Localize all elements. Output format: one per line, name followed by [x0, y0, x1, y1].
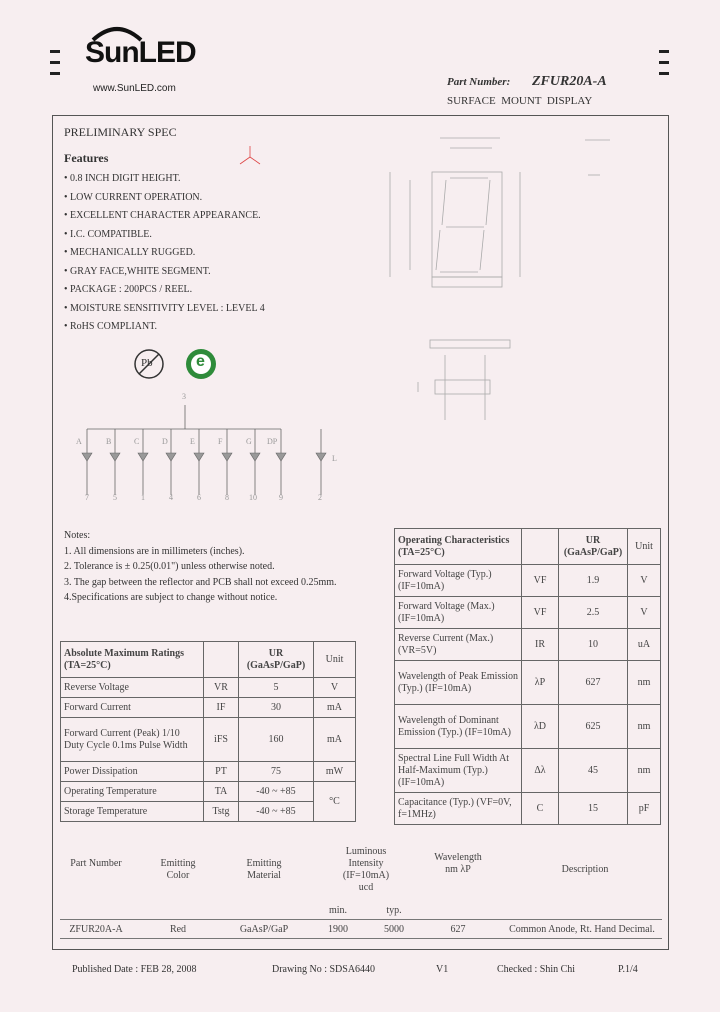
header-wavelength: Wavelength nm λP	[434, 852, 482, 875]
abs-ratings-table	[60, 641, 356, 822]
table-row: Wavelength of Dominant Emission (Typ.) (IF=10mA) λD 625 nm	[395, 705, 661, 749]
header-luminous-intensity: Luminous Intensity (IF=10mA) ucd	[342, 846, 390, 893]
pin-label: 1	[141, 493, 145, 502]
part-number: ZFUR20A-A	[532, 74, 607, 89]
note-item: 3. The gap between the reflector and PCB shall not exceed 0.25mm.	[64, 576, 337, 588]
note-item: 1. All dimensions are in millimeters (inches).	[64, 545, 245, 557]
features-heading: Features	[64, 151, 109, 165]
common-pin-label: 3	[182, 392, 186, 401]
table-header-row	[395, 529, 661, 565]
feature-item: • GRAY FACE,WHITE SEGMENT.	[64, 265, 211, 277]
left-bar-3	[50, 72, 60, 75]
table-row: Capacitance (Typ.) (VF=0V, f=1MHz) C 15 pF	[395, 793, 661, 825]
table-header-cell: Absolute Maximum Ratings (TA=25°C)	[61, 642, 204, 678]
bullet-icon: •	[64, 321, 68, 332]
bullet-icon: •	[64, 191, 68, 203]
pin-label: 10	[249, 493, 257, 502]
table-row: Spectral Line Full Width At Half-Maximum (Typ.) (IF=10mA) Δλ 45 nm	[395, 749, 661, 793]
notes-section	[64, 528, 394, 606]
notes-heading: Notes:	[64, 530, 91, 541]
table-row: Operating Temperature TA -40 ~ +85 °C	[61, 782, 356, 802]
right-bar-2	[659, 61, 669, 64]
pin-label: 8	[225, 493, 229, 502]
product-type: SURFACE MOUNT DISPLAY	[447, 95, 593, 107]
table-row: Wavelength of Peak Emission (Typ.) (IF=10mA) λP 627 nm	[395, 661, 661, 705]
bullet-icon: •	[64, 173, 68, 184]
eco-label: e	[196, 353, 205, 370]
table-header-cell	[204, 642, 239, 678]
left-bar-1	[50, 50, 60, 53]
pb-label: Pb	[141, 357, 153, 369]
header-emitting-material: Emitting Material	[246, 858, 282, 881]
bullet-icon: •	[64, 284, 68, 295]
bullet-icon: •	[64, 228, 68, 240]
note-item: 4.Specifications are subject to change without notice.	[64, 592, 278, 603]
table-row: Forward Current IF 30 mA	[61, 698, 356, 718]
segment-label: C	[134, 437, 140, 446]
table-header-row	[61, 642, 356, 678]
right-bar-3	[659, 72, 669, 75]
footer-version: V1	[436, 964, 449, 975]
selection-divider	[60, 919, 662, 920]
logo	[85, 22, 195, 82]
right-bar-1	[659, 50, 669, 53]
table-row: Forward Voltage (Max.) (IF=10mA) VF 2.5 V	[395, 597, 661, 629]
note-item: 2. Tolerance is ± 0.25(0.01") unless otherwise noted.	[64, 561, 275, 572]
row-wavelength: 627	[450, 924, 466, 935]
feature-item: • PACKAGE : 200PCS / REEL.	[64, 284, 193, 295]
table-row: Reverse Current (Max.) (VR=5V) IR 10 uA	[395, 629, 661, 661]
bullet-icon: •	[64, 302, 68, 314]
segment-label: F	[218, 437, 223, 446]
bullet-icon: •	[64, 247, 68, 258]
part-number-label: Part Number:	[447, 76, 511, 88]
table-row: Reverse Voltage VR 5 V	[61, 678, 356, 698]
dot-pins-label: 2	[318, 493, 322, 502]
left-bar-2	[50, 61, 60, 64]
header-description: Description	[561, 864, 609, 875]
table-header-cell: Unit	[628, 529, 661, 565]
bullet-icon: •	[64, 210, 68, 221]
footer-page: P.1/4	[618, 964, 638, 975]
table-row: Storage Temperature Tstg -40 ~ +85	[61, 802, 356, 822]
pin-label: 7	[85, 493, 89, 502]
table-header-cell: Unit	[314, 642, 356, 678]
feature-item: • 0.8 INCH DIGIT HEIGHT.	[64, 173, 181, 184]
table-row: Power Dissipation PT 75 mW	[61, 762, 356, 782]
eco-icon	[183, 346, 219, 382]
extra-segment-label: L	[332, 454, 337, 463]
segment-label: G	[246, 437, 252, 446]
table-header-cell: UR (GaAsP/GaP)	[559, 529, 628, 565]
table-row: Forward Current (Peak) 1/10 Duty Cycle 0.1ms Pulse Width iFS 160 mA	[61, 718, 356, 762]
row-material: GaAsP/GaP	[239, 924, 289, 935]
feature-item: • LOW CURRENT OPERATION.	[64, 191, 203, 203]
row-typ: 5000	[384, 924, 404, 935]
reference-mark-icon	[236, 144, 264, 166]
pb-free-icon	[133, 348, 165, 380]
logo-text: SunLED	[85, 36, 196, 69]
segment-label: E	[190, 437, 195, 446]
header-min: min.	[328, 905, 348, 916]
segment-label: DP	[267, 437, 278, 446]
row-min: 1900	[328, 924, 348, 935]
features-list	[64, 170, 364, 337]
row-description: Common Anode, Rt. Hand Decimal.	[509, 924, 655, 935]
op-chars-table	[394, 528, 661, 825]
table-row: Forward Voltage (Typ.) (IF=10mA) VF 1.9 V	[395, 565, 661, 597]
website[interactable]: www.SunLED.com	[93, 83, 176, 94]
header-typ: typ.	[386, 905, 402, 916]
segment-label: A	[76, 437, 82, 446]
segment-label: B	[106, 437, 112, 446]
row-color: Red	[169, 924, 187, 935]
feature-item: • MECHANICALLY RUGGED.	[64, 247, 196, 258]
table-header-cell: Operating Characteristics (TA=25°C)	[395, 529, 522, 565]
header-emitting-color: Emitting Color	[160, 858, 196, 881]
bullet-icon: •	[64, 265, 68, 277]
feature-item: • RoHS COMPLIANT.	[64, 321, 158, 332]
table-header-cell	[522, 529, 559, 565]
footer-checked: Checked : Shin Chi	[497, 964, 576, 975]
segment-label: D	[162, 437, 168, 446]
footer-published: Published Date : FEB 28, 2008	[72, 964, 197, 975]
temp-unit-cell: °C	[314, 782, 356, 822]
pin-label: 5	[113, 493, 117, 502]
feature-item: • MOISTURE SENSITIVITY LEVEL : LEVEL 4	[64, 302, 265, 314]
pin-label: 9	[279, 493, 283, 502]
selection-bottom-line	[60, 938, 662, 939]
dimension-drawing	[370, 130, 650, 430]
header-part-number: Part Number	[70, 858, 122, 869]
pin-label: 4	[169, 493, 173, 502]
footer-drawing: Drawing No : SDSA6440	[272, 964, 376, 975]
table-header-cell: UR (GaAsP/GaP)	[239, 642, 314, 678]
row-part-number: ZFUR20A-A	[69, 924, 123, 935]
pin-label: 6	[197, 493, 201, 502]
feature-item: • EXCELLENT CHARACTER APPEARANCE.	[64, 210, 261, 221]
prelim-title: PRELIMINARY SPEC	[64, 125, 177, 139]
feature-item: • I.C. COMPATIBLE.	[64, 228, 152, 240]
